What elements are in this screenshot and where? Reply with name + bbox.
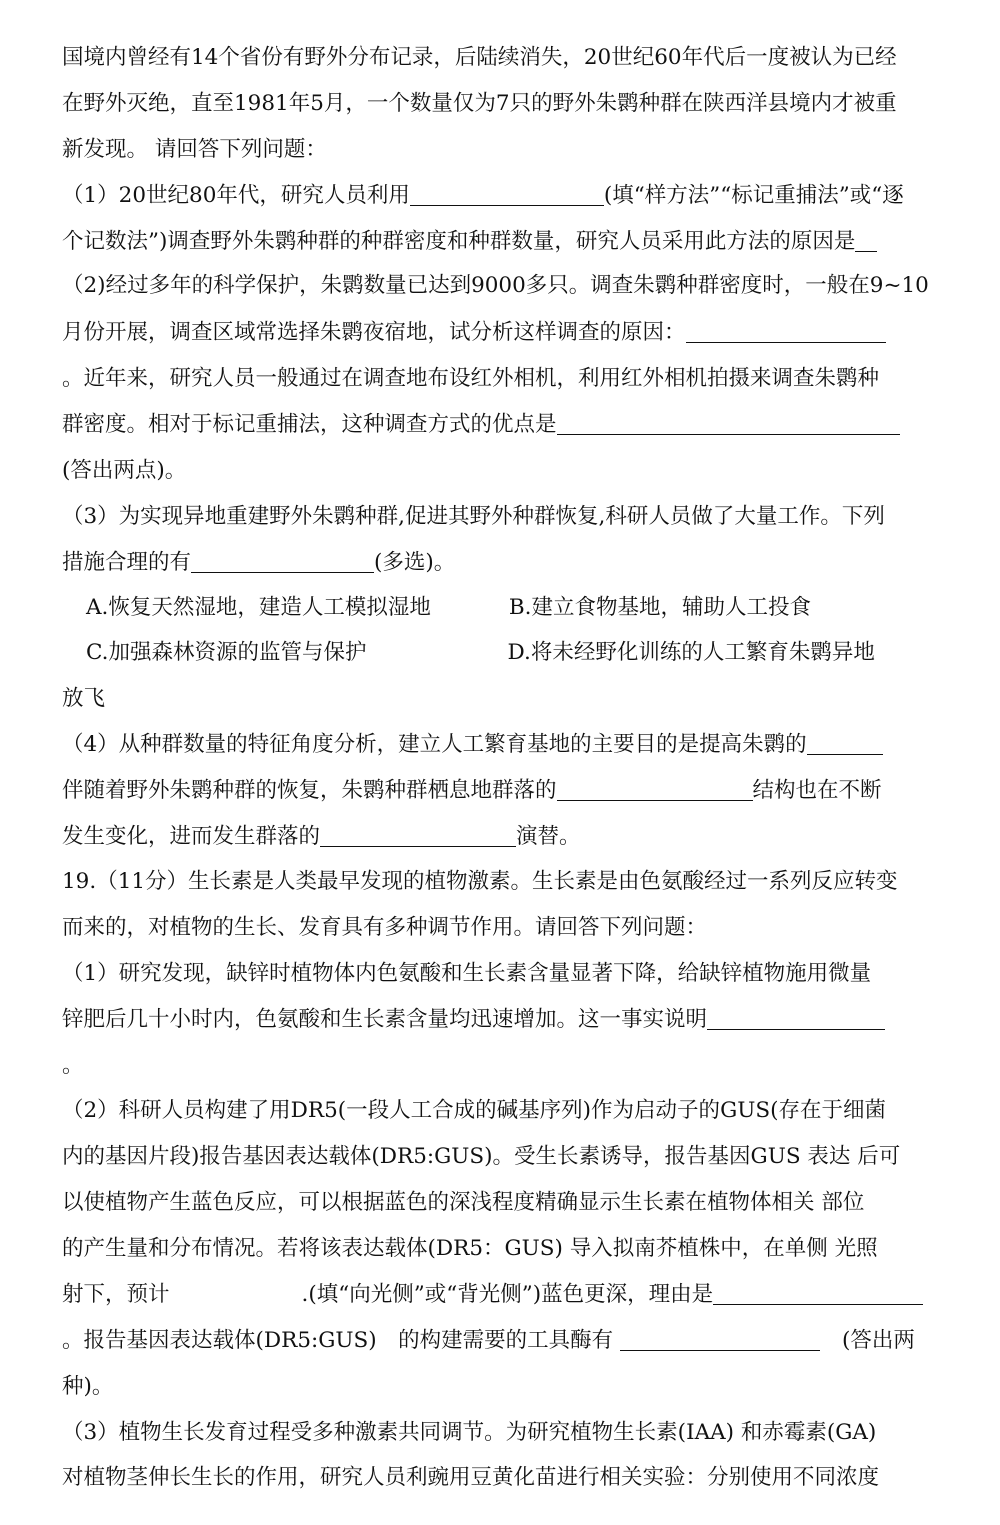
text-line: 以使植物产生蓝色反应，可以根据蓝色的深浅程度精确显示生长素在植物体相关 部位 xyxy=(62,1190,865,1215)
text-line: (答出两点)。 xyxy=(62,458,187,483)
text-line: 对植物茎伸长生长的作用，研究人员利豌用豆黄化苗进行相关实验：分别使用不同浓度 xyxy=(62,1465,880,1490)
question-1-line: （1）20世纪80年代，研究人员利用 (填“样方法”“标记重捕法”或“逐 xyxy=(62,183,904,208)
text-line: 射下，预计 .(填“向光侧”或“背光侧”)蓝色更深，理由是 xyxy=(62,1280,938,1310)
answer-blank[interactable] xyxy=(686,320,886,343)
option-a[interactable]: A.恢复天然湿地，建造人工模拟湿地 xyxy=(86,595,431,620)
text-line: 。近年来，研究人员一般通过在调查地布设红外相机，利用红外相机拍摄来调查朱鹮种 xyxy=(62,366,880,391)
text-line: 伴随着野外朱鹮种群的恢复，朱鹮种群栖息地群落的 结构也在不断 xyxy=(62,778,882,803)
text-line: （3）植物生长发育过程受多种激素共同调节。为研究植物生长素(IAA) 和赤霉素(GA) xyxy=(62,1420,877,1445)
answer-blank[interactable] xyxy=(620,1328,820,1351)
text-line: 。 xyxy=(62,1053,84,1078)
answer-blank[interactable] xyxy=(320,824,516,847)
answer-blank[interactable] xyxy=(707,1007,885,1030)
answer-blank[interactable] xyxy=(807,732,883,755)
text-line: 的产生量和分布情况。若将该表达载体(DR5：GUS) 导入拟南芥植株中，在单侧 光照 xyxy=(62,1236,878,1261)
answer-blank[interactable] xyxy=(713,1282,923,1305)
text-line: 内的基因片段)报告基因表达载体(DR5:GUS)。受生长素诱导，报告基因GUS 表达 后可 xyxy=(62,1144,901,1169)
option-c[interactable]: C.加强森林资源的监管与保护 xyxy=(86,640,367,665)
text-line: 在野外灭绝，直至1981年5月，一个数量仅为7只的野外朱鹮种群在陕西洋县境内才被重 xyxy=(62,91,897,116)
answer-blank[interactable] xyxy=(410,183,604,206)
text-line: 月份开展，调查区域常选择朱鹮夜宿地，试分析这样调查的原因： xyxy=(62,318,938,348)
option-d[interactable]: D.将未经野化训练的人工繁育朱鹮异地 xyxy=(507,640,875,665)
option-b[interactable]: B.建立食物基地，辅助人工投食 xyxy=(508,595,812,620)
text-line: 措施合理的有 (多选)。 xyxy=(62,550,456,575)
text-line: 个记数法”)调查野外朱鹮种群的种群密度和种群数量，研究人员采用此方法的原因是 xyxy=(62,227,938,257)
answer-blank[interactable] xyxy=(191,550,374,573)
text-line: 国境内曾经有14个省份有野外分布记录，后陆续消失，20世纪60年代后一度被认为已经 xyxy=(62,45,897,70)
text-line: 种)。 xyxy=(62,1374,114,1399)
answer-blank[interactable] xyxy=(557,412,900,435)
question-19-heading: 19.（11分）生长素是人类最早发现的植物激素。生长素是由色氨酸经过一系列反应转变 xyxy=(62,869,898,894)
text-line: （1）研究发现，缺锌时植物体内色氨酸和生长素含量显著下降，给缺锌植物施用微量 xyxy=(62,961,872,986)
option-line xyxy=(62,593,938,623)
text-line: 锌肥后几十小时内，色氨酸和生长素含量均迅速增加。这一事实说明 xyxy=(62,1005,938,1035)
text-line: 而来的，对植物的生长、发育具有多种调节作用。请回答下列问题： xyxy=(62,915,708,940)
text-line: 。报告基因表达载体(DR5:GUS) 的构建需要的工具酶有 (答出两 xyxy=(62,1328,915,1353)
text-line: （2）科研人员构建了用DR5(一段人工合成的碱基序列)作为启动子的GUS(存在于细菌 xyxy=(62,1098,886,1123)
text-line: （4）从种群数量的特征角度分析，建立人工繁育基地的主要目的是提高朱鹮的 xyxy=(62,730,938,760)
text-line: （3）为实现异地重建野外朱鹮种群,促进其野外种群恢复,科研人员做了大量工作。下列 xyxy=(62,504,885,529)
text-line: （2)经过多年的科学保护，朱鹮数量已达到9000多只。调查朱鹮种群密度时，一般在9~10 xyxy=(62,273,929,298)
text-line: 群密度。相对于标记重捕法，这种调查方式的优点是 xyxy=(62,410,938,440)
text-line: 放飞 xyxy=(62,686,106,711)
text-line: 新发现。 请回答下列问题： xyxy=(62,137,327,162)
text-line: 发生变化，进而发生群落的 演替。 xyxy=(62,824,581,849)
option-line xyxy=(62,638,938,668)
answer-blank[interactable] xyxy=(855,229,877,252)
answer-blank[interactable] xyxy=(557,778,753,801)
